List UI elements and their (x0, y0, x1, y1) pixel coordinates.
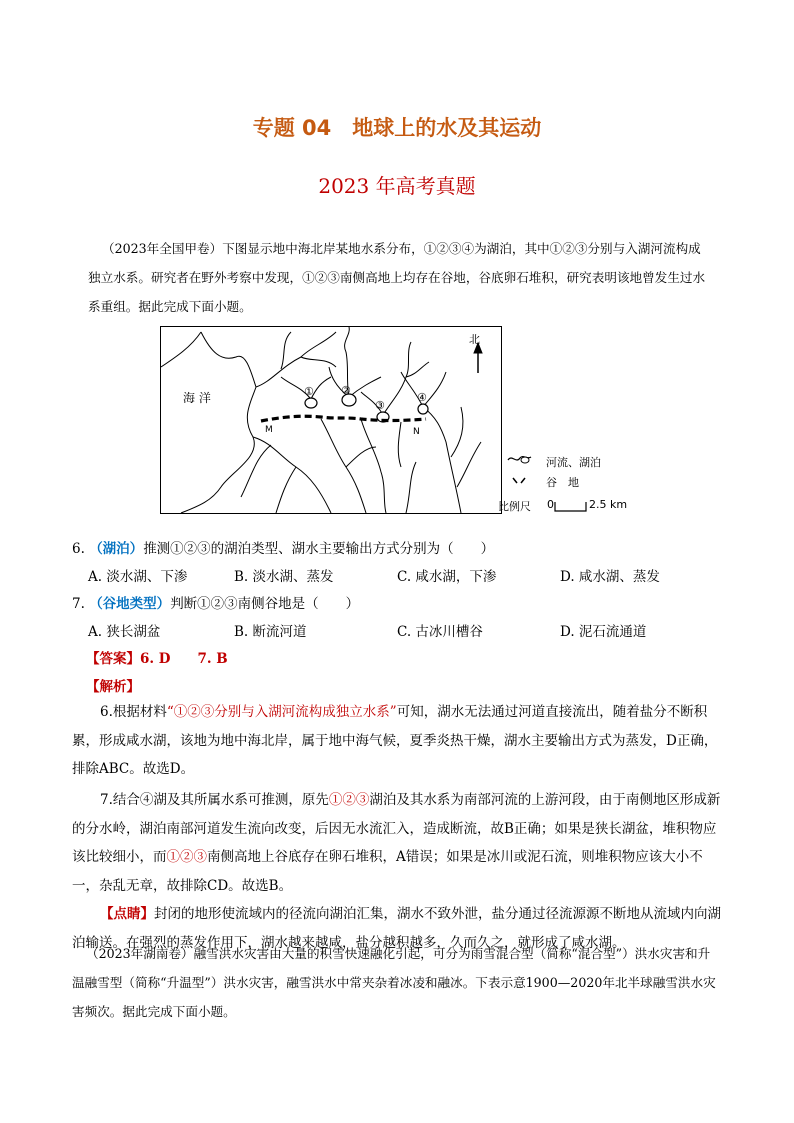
next-question-intro: （2023年湖南卷）融雪洪水灾害由大量的积雪快速融化引起，可分为雨雪混合型（简称“混合型”）洪水灾害和升温融雪型（简称“升温型”）洪水灾害，融雪洪水中常夹杂着冰凌和融冰。下表示意1900—2020年北半球融雪洪水灾害频次。据此完成下面小题。 (72, 946, 716, 1019)
q7-option-a: A. 狭长湖盆 (88, 624, 161, 640)
explanation-7-part1: 7.结合④湖及其所属水系可推测，原先 (100, 792, 329, 808)
explanation-7-highlight-2: ①②③ (166, 849, 207, 865)
explanation-6-part1: 6.根据材料 (100, 704, 167, 720)
page-title: 专题 04 地球上的水及其运动 (252, 116, 542, 140)
ocean-label: 海 洋 (183, 391, 211, 405)
question-6 (72, 537, 494, 557)
tip-text: 封闭的地形使流域内的径流向湖泊汇集，湖水不致外泄，盐分通过径流源源不断地从流域内向湖泊输送。在强烈的蒸发作用下，湖水越来越咸，盐分越积越多，久而久之，就形成了咸水湖。 (72, 906, 721, 951)
q7-option-d: D. 泥石流通道 (560, 624, 647, 640)
question-intro: （2023年全国甲卷）下图显示地中海北岸某地水系分布，①②③④为湖泊，其中①②③分别与入湖河流构成独立水系。研究者在野外考察中发现，①②③南侧高地上均存在谷地，谷底卵石堆积，研究表明该地曾发生过水系重组。据此完成下面小题。 (88, 241, 706, 314)
tip-label: 【点睛】 (100, 906, 154, 922)
answer-label: 【答案】 (86, 651, 140, 667)
scale-bar (553, 500, 589, 514)
scale-value: 2.5 km (589, 498, 628, 511)
question-7-text: 判断①②③南侧谷地是（ ） (170, 596, 360, 612)
north-label: 北 (469, 333, 480, 346)
lake-label-1: ① (304, 385, 314, 398)
question-6-text: 推测①②③的湖泊类型、湖水主要输出方式分别为（ ） (143, 541, 495, 557)
point-n-label: N (413, 427, 420, 437)
explanation-7-highlight-1: ①②③ (328, 792, 370, 808)
lake-label-2: ② (341, 384, 351, 397)
q6-option-d: D. 咸水湖、蒸发 (560, 569, 660, 585)
scale-zero: 0 (547, 498, 554, 511)
q6-option-c: C. 咸水湖，下渗 (397, 569, 497, 585)
legend-river-lake: 河流、湖泊 (546, 456, 601, 469)
question-7 (72, 592, 359, 612)
explanation-7-part2: 湖泊及其水系为南部河流的上游河段，由于南侧地区形成新的分水岭，湖泊南部河道发生流向改变，后因无水流汇入，造成断流，故B正确；如果是狭长湖盆，堆积物应该比较细小，而 (72, 792, 721, 865)
page-subtitle: 2023 年高考真题 (318, 174, 476, 198)
legend-symbols (507, 452, 533, 492)
question-7-tag: （谷地类型） (89, 596, 171, 612)
explanation-7 (72, 786, 722, 900)
map-drawing (161, 327, 501, 513)
lake-label-3: ③ (375, 399, 385, 412)
legend-valley: 谷 地 (546, 476, 579, 489)
q6-option-a: A. 淡水湖、下渗 (88, 569, 188, 585)
q7-option-c: C. 古冰川槽谷 (397, 624, 483, 640)
question-7-number: 7. (72, 596, 85, 612)
lake-label-4: ④ (417, 391, 427, 404)
answer-line (86, 647, 228, 667)
explanation-6-quote: “①②③分别与入湖河流构成独立水系” (166, 704, 397, 720)
river-system-map (160, 326, 502, 514)
q7-option-b: B. 断流河道 (234, 624, 307, 640)
explanation-6 (72, 698, 722, 784)
analysis-line (86, 675, 140, 695)
point-m-label: M (265, 425, 273, 435)
question-6-tag: （湖泊） (89, 541, 144, 557)
scale-label: 比例尺 (498, 500, 531, 513)
explanation-7-part3: 南侧高地上谷底存在卵石堆积，A错误；如果是冰川或泥石流，则堆积物应该大小不一，杂乱无章，故排除CD。故选B。 (72, 849, 703, 894)
analysis-label: 【解析】 (86, 679, 140, 695)
explanation-6-part2: 可知，湖水无法通过河道直接流出，随着盐分不断积累，形成咸水湖，该地为地中海北岸，属于地中海气候，夏季炎热干燥，湖水主要输出方式为蒸发，D正确，排除ABC。故选D。 (72, 704, 718, 777)
answer-value: 6. D 7. B (140, 651, 228, 667)
question-6-number: 6. (72, 541, 85, 557)
q6-option-b: B. 淡水湖、蒸发 (234, 569, 334, 585)
